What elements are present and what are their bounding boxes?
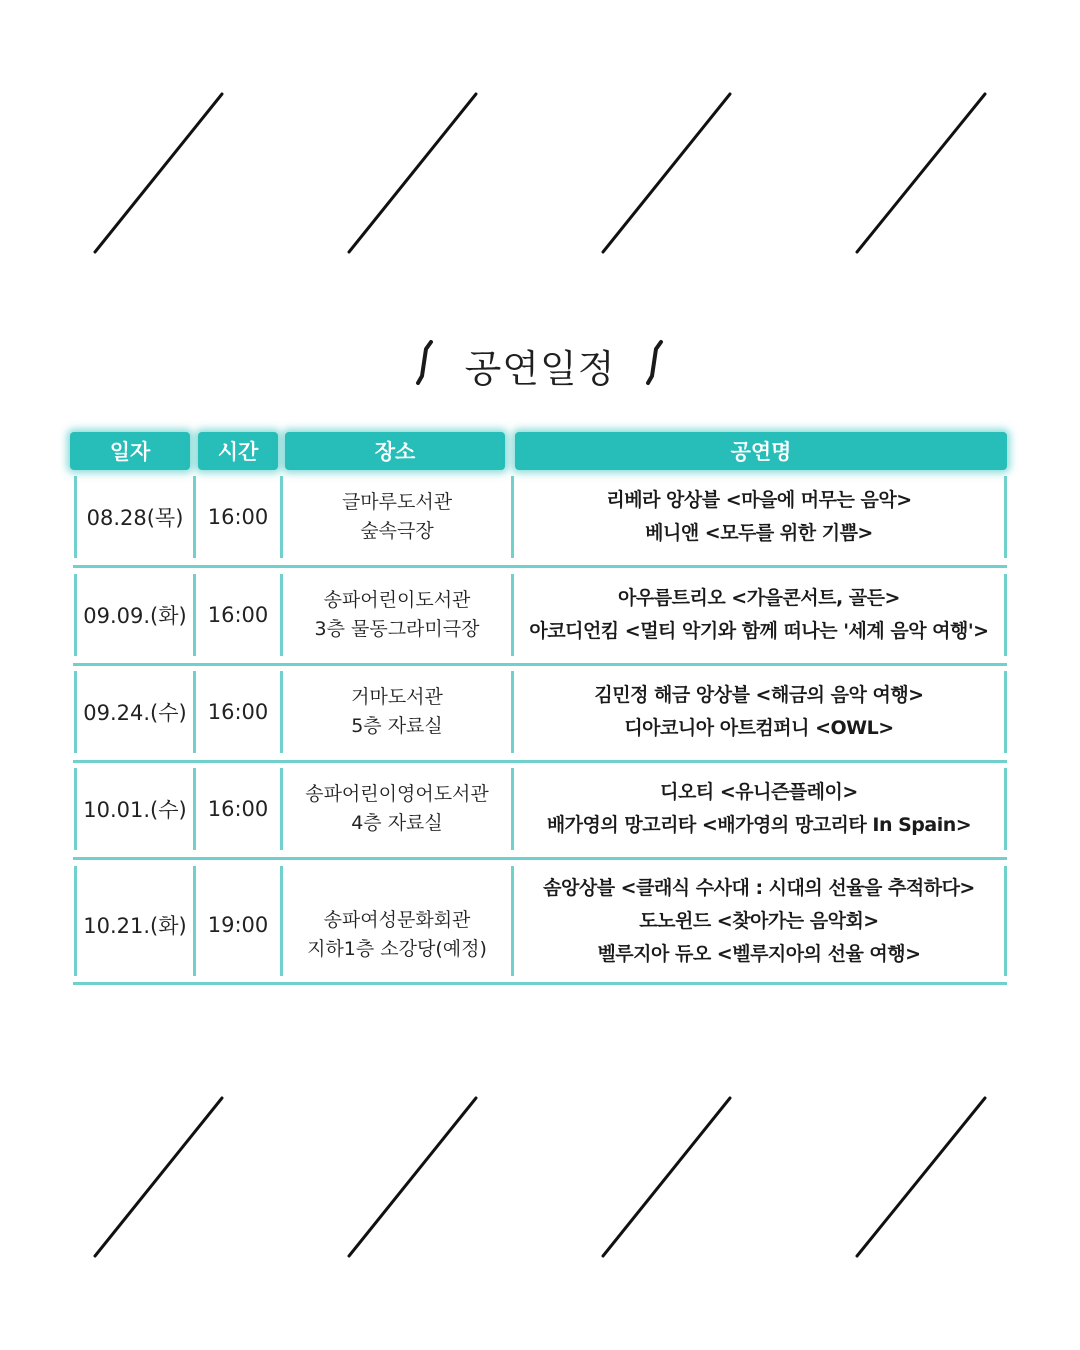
performance-line: 아우름트리오 <가을콘서트, 골든> xyxy=(618,587,900,609)
venue-cell xyxy=(283,671,511,753)
cell-divider xyxy=(1004,671,1007,753)
row-separator xyxy=(73,982,1007,985)
date-cell: 09.09.(화) xyxy=(83,604,187,628)
venue-line: 4층 자료실 xyxy=(351,812,443,834)
row-separator xyxy=(73,760,1007,763)
date-cell: 10.01.(수) xyxy=(83,798,187,822)
venue-line: 송파어린이영어도서관 xyxy=(305,783,489,805)
performance-line: 디오티 <유니즌플레이> xyxy=(660,781,858,803)
header-time: 시간 xyxy=(198,432,278,470)
performance-cell xyxy=(514,671,1004,753)
header-performance: 공연명 xyxy=(515,432,1007,470)
performance-line: 아코디언킴 <멀티 악기와 함께 떠나는 '세계 음악 여행'> xyxy=(529,620,989,642)
left-bracket-icon xyxy=(415,338,435,392)
time-cell: 16:00 xyxy=(207,505,269,529)
performance-line: 벨루지아 듀오 <벨루지아의 선율 여행> xyxy=(597,942,921,965)
cell-divider xyxy=(1004,476,1007,558)
venue-line: 숲속극장 xyxy=(360,520,434,542)
table-header xyxy=(70,432,1010,472)
page-title: 공연일정 xyxy=(464,346,616,391)
row-separator xyxy=(73,663,1007,666)
row-separator xyxy=(73,565,1007,568)
time-cell: 19:00 xyxy=(207,913,269,937)
header-venue: 장소 xyxy=(285,432,505,470)
venue-line: 거마도서관 xyxy=(351,686,443,708)
date-cell: 10.21.(화) xyxy=(83,914,187,938)
row-separator xyxy=(73,857,1007,860)
venue-line: 지하1층 소강당(예정) xyxy=(307,938,487,960)
venue-line: 3층 물동그라미극장 xyxy=(314,618,480,640)
date-cell: 08.28(목) xyxy=(86,506,184,530)
table-row xyxy=(70,768,1010,864)
schedule-table xyxy=(70,432,1010,965)
venue-cell xyxy=(283,768,511,850)
cell-divider xyxy=(1004,866,1007,976)
time-cell: 16:00 xyxy=(207,603,269,627)
cell-divider xyxy=(1004,768,1007,850)
venue-cell xyxy=(283,476,511,558)
time-cell: 16:00 xyxy=(207,797,269,821)
performance-line: 리베라 앙상블 <마을에 머무는 음악> xyxy=(606,489,912,511)
title-section xyxy=(0,330,1080,400)
performance-line: 김민정 해금 앙상블 <해금의 음악 여행> xyxy=(594,684,924,706)
venue-line: 송파여성문화회관 xyxy=(323,909,471,931)
performance-line: 베니앤 <모두를 위한 기쁨> xyxy=(645,522,873,544)
performance-cell xyxy=(514,574,1004,656)
performance-line: 솜앙상블 <클래식 수사대 : 시대의 선율을 추적하다> xyxy=(543,876,975,899)
cell-divider xyxy=(1004,574,1007,656)
date-cell: 09.24.(수) xyxy=(83,701,187,725)
performance-line: 디아코니아 아트컴퍼니 <OWL> xyxy=(624,717,894,739)
time-cell: 16:00 xyxy=(207,700,269,724)
performance-line: 도노윈드 <찾아가는 음악회> xyxy=(639,909,879,932)
table-row xyxy=(70,476,1010,572)
table-row xyxy=(70,574,1010,670)
venue-line: 글마루도서관 xyxy=(341,491,453,513)
top-slash-decoration-icon xyxy=(0,80,1080,280)
table-row xyxy=(70,671,1010,767)
performance-cell xyxy=(514,476,1004,558)
table-row xyxy=(70,866,1010,988)
performance-cell xyxy=(514,768,1004,850)
venue-line: 5층 자료실 xyxy=(351,715,443,737)
bottom-slash-decoration-icon xyxy=(0,1085,1080,1285)
venue-line: 송파어린이도서관 xyxy=(323,589,471,611)
header-date: 일자 xyxy=(70,432,190,470)
right-bracket-icon xyxy=(645,338,665,392)
performance-cell xyxy=(514,866,1004,976)
venue-cell xyxy=(283,574,511,656)
performance-line: 배가영의 망고리타 <배가영의 망고리타 In Spain> xyxy=(546,814,972,836)
